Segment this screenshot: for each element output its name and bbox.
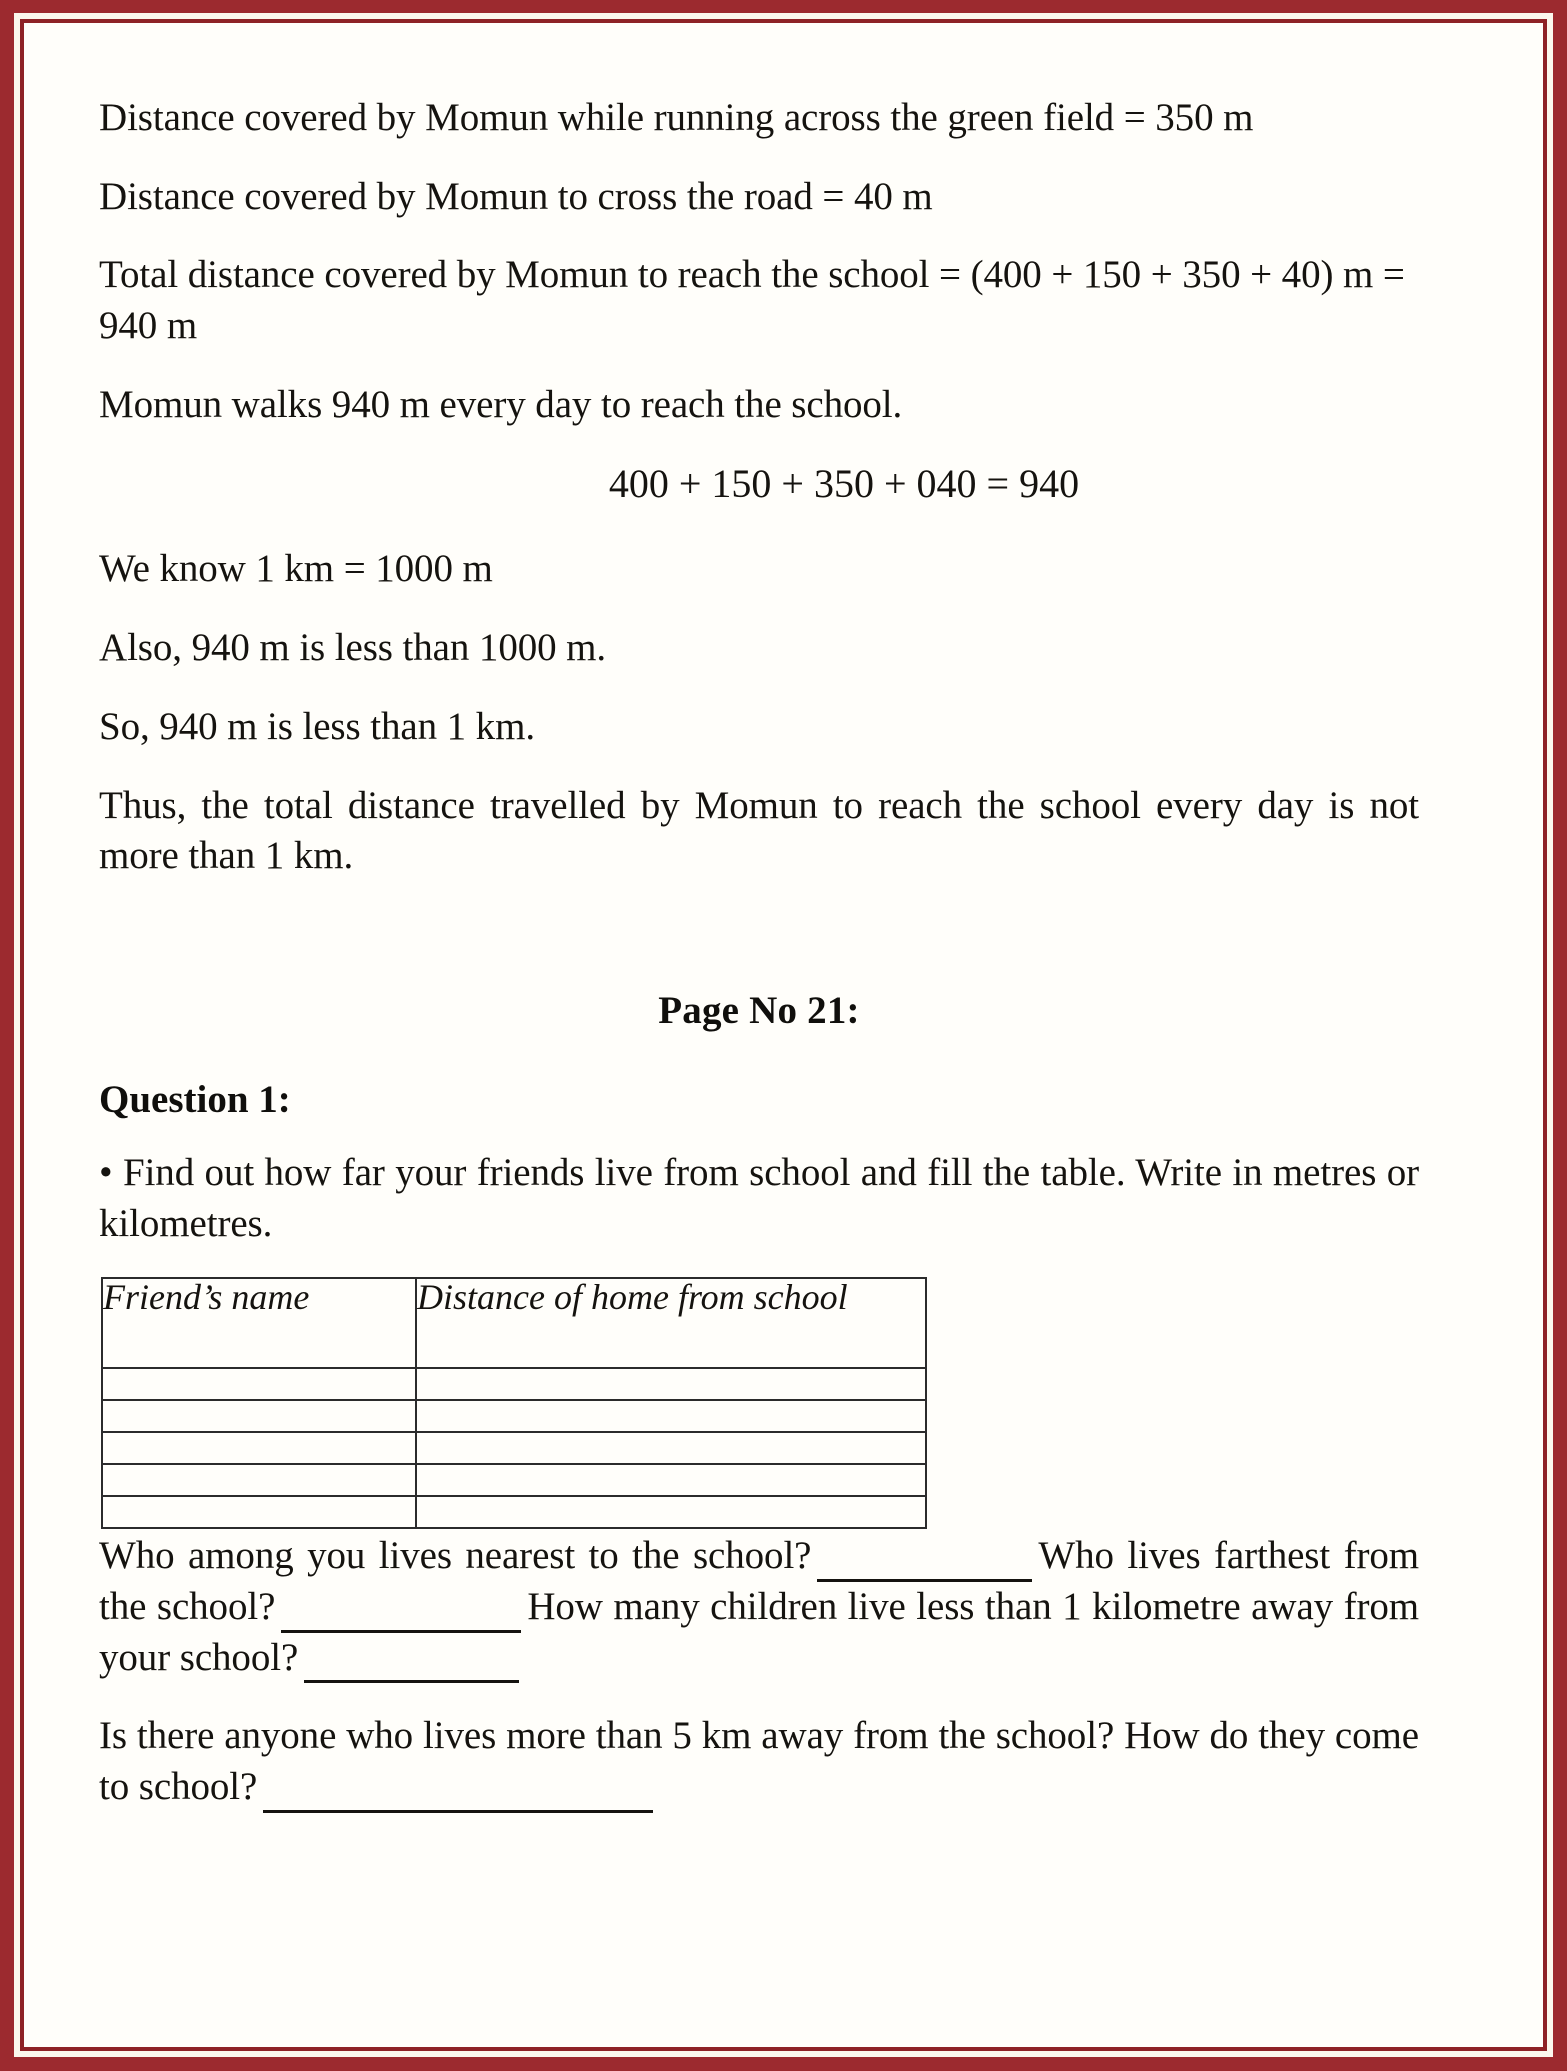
table-cell-distance[interactable] xyxy=(416,1496,926,1528)
solution-line-we-know: We know 1 km = 1000 m xyxy=(99,547,493,591)
followup-farthest-label: Who lives farthest from the school? xyxy=(99,1534,1419,1628)
table-cell-distance[interactable] xyxy=(416,1368,926,1400)
table-row[interactable] xyxy=(102,1496,926,1528)
page-sheet xyxy=(24,23,1543,2047)
table-row[interactable] xyxy=(102,1432,926,1464)
solution-line-so: So, 940 m is less than 1 km. xyxy=(99,704,535,748)
question-heading: Question 1: xyxy=(99,1077,291,1121)
table-header-row xyxy=(102,1278,926,1368)
table-header-friends-name: Friend’s name xyxy=(102,1278,416,1368)
solution-equation: 400 + 150 + 350 + 040 = 940 xyxy=(608,461,1080,507)
followup-5km-block xyxy=(99,1711,1419,1812)
solution-line-thus: Thus, the total distance travelled by Momun to reach the school every day is not more than 1 km. xyxy=(99,783,1419,878)
question-text: • Find out how far your friends live from school and fill the table. Write in metres or kilometres. xyxy=(99,1150,1419,1245)
followup-less-than-1km-label: How many children live less than 1 kilometre away from your school? xyxy=(99,1584,1419,1679)
solution-line-walks: Momun walks 940 m every day to reach the school. xyxy=(99,382,903,426)
page-content xyxy=(99,93,1419,1841)
followup-nearest-label: Who among you lives nearest to the school? xyxy=(99,1534,812,1578)
table-cell-distance[interactable] xyxy=(416,1464,926,1496)
answer-blank-5km[interactable] xyxy=(263,1774,653,1813)
answer-blank-less-than-1km[interactable] xyxy=(304,1644,519,1683)
table-header-distance: Distance of home from school xyxy=(416,1278,926,1368)
followup-questions-block xyxy=(99,1531,1419,1683)
table-row[interactable] xyxy=(102,1400,926,1432)
table-cell-name[interactable] xyxy=(102,1400,416,1432)
table-row[interactable] xyxy=(102,1368,926,1400)
table-cell-name[interactable] xyxy=(102,1464,416,1496)
page-number-heading: Page No 21: xyxy=(658,988,860,1032)
solution-line-total: Total distance covered by Momun to reach the school = (400 + 150 + 350 + 40) m = 940 m xyxy=(99,253,1405,348)
table-cell-distance[interactable] xyxy=(416,1432,926,1464)
solution-line-green-field: Distance covered by Momun while running across the green field = 350 m xyxy=(99,96,1254,139)
answer-blank-nearest[interactable] xyxy=(817,1543,1032,1582)
section-spacer xyxy=(99,910,1419,988)
table-row[interactable] xyxy=(102,1464,926,1496)
followup-5km-label: Is there anyone who lives more than 5 km away from the school? How do they come to school? xyxy=(99,1714,1419,1808)
table-cell-name[interactable] xyxy=(102,1368,416,1400)
table-cell-name[interactable] xyxy=(102,1432,416,1464)
solution-line-also: Also, 940 m is less than 1000 m. xyxy=(99,626,607,670)
answer-blank-farthest[interactable] xyxy=(281,1594,521,1633)
friends-distance-table xyxy=(101,1277,927,1529)
table-cell-name[interactable] xyxy=(102,1496,416,1528)
table-cell-distance[interactable] xyxy=(416,1400,926,1432)
solution-line-cross-road: Distance covered by Momun to cross the road = 40 m xyxy=(99,174,933,218)
